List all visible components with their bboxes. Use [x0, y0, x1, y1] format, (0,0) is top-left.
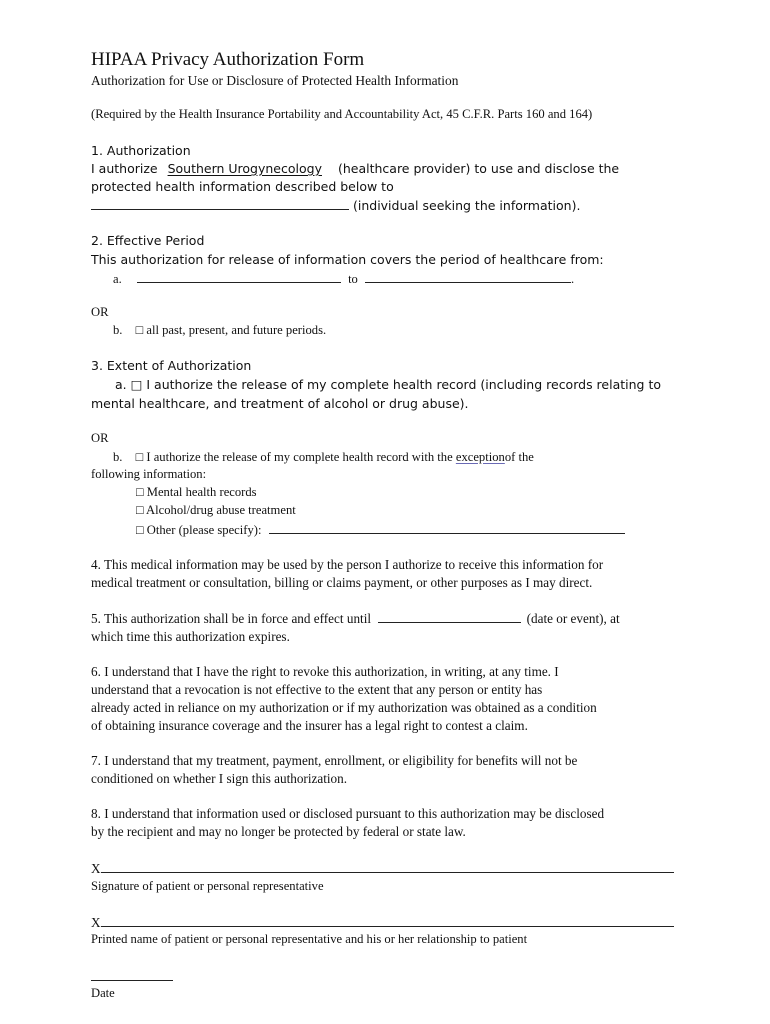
exception-word: exception	[455, 450, 505, 464]
signature-blank[interactable]	[101, 860, 674, 873]
signature-x-mark: X	[91, 861, 101, 876]
date-label: Date	[91, 986, 115, 1000]
period-end-mark: .	[571, 272, 575, 286]
section-1-heading: 1. Authorization	[91, 143, 191, 158]
section-5-line-1	[91, 610, 620, 627]
all-periods-checkbox[interactable]: □	[135, 323, 144, 337]
or-text-1: OR	[91, 305, 109, 319]
section-2-text: This authorization for release of information covers the period of healthcare from:	[91, 252, 604, 267]
section-1-line-3	[91, 197, 580, 213]
period-end-blank[interactable]	[365, 270, 571, 283]
healthcare-provider-name: Southern Urogynecology	[167, 161, 322, 176]
signature-label: Signature of patient or personal representative	[91, 879, 324, 893]
signature-row	[91, 860, 674, 877]
mental-health-option[interactable]: □ Mental health records	[136, 485, 257, 499]
section-8-line-2: by the recipient and may no longer be protected by federal or state law.	[91, 824, 466, 839]
section-5-line-2: which time this authorization expires.	[91, 629, 290, 644]
other-option-row	[136, 521, 625, 538]
section-6-line-3: already acted in reliance on my authorization or if my authorization was obtained as a condition	[91, 700, 597, 715]
section-6-line-2: understand that a revocation is not effective to the extent that any person or entity has	[91, 682, 543, 697]
form-subtitle: Authorization for Use or Disclosure of Protected Health Information	[91, 73, 459, 88]
form-title: HIPAA Privacy Authorization Form	[91, 49, 365, 70]
printed-name-label: Printed name of patient or personal representative and his or her relationship to patient	[91, 932, 528, 946]
section-2-heading: 2. Effective Period	[91, 233, 205, 248]
required-note: (Required by the Health Insurance Portability and Accountability Act, 45 C.F.R. Parts 160 and 164)	[91, 107, 593, 121]
extent-option-b-line-1	[113, 450, 534, 465]
or-text-2: OR	[91, 431, 109, 445]
extent-option-a-line-1[interactable]: a. □ I authorize the release of my complete health record (including records relating to	[115, 377, 661, 392]
expiration-text: 5. This authorization shall be in force and effect until	[91, 611, 372, 626]
expiration-text-end: (date or event), at	[526, 611, 620, 626]
section-4-line-1: 4. This medical information may be used by the person I authorize to receive this information for	[91, 557, 604, 572]
extent-option-b-line-2: following information:	[91, 467, 207, 481]
all-periods-text: all past, present, and future periods.	[146, 323, 327, 337]
option-a-label: a.	[113, 272, 122, 286]
authorize-text: I authorize	[91, 161, 158, 176]
printed-name-row	[91, 914, 674, 931]
section-7-line-2: conditioned on whether I sign this authorization.	[91, 771, 348, 786]
exception-text-end: of the	[504, 450, 534, 464]
section-6-line-4: of obtaining insurance coverage and the insurer has a legal right to contest a claim.	[91, 718, 528, 733]
section-3-heading: 3. Extent of Authorization	[91, 358, 252, 373]
option-b-label: b.	[113, 450, 123, 464]
section-4-line-2: medical treatment or consultation, billing or claims payment, or other purposes as I may direct.	[91, 575, 593, 590]
option-b-label: b.	[113, 323, 123, 337]
section-6-line-1: 6. I understand that I have the right to revoke this authorization, in writing, at any time. I	[91, 664, 559, 679]
period-row-b	[113, 323, 326, 338]
section-7-line-1: 7. I understand that my treatment, payment, enrollment, or eligibility for benefits will not be	[91, 753, 578, 768]
exception-text: I authorize the release of my complete health record with the	[146, 450, 453, 464]
alcohol-drug-option[interactable]: □ Alcohol/drug abuse treatment	[136, 503, 296, 517]
printed-name-blank[interactable]	[101, 914, 674, 927]
date-blank[interactable]	[91, 968, 173, 981]
expiration-blank[interactable]	[378, 610, 521, 623]
provider-role-text: (healthcare provider) to use and disclose the	[337, 161, 620, 176]
section-1-line-1	[91, 161, 619, 176]
recipient-blank[interactable]	[91, 197, 349, 210]
period-start-blank[interactable]	[137, 270, 341, 283]
date-row	[91, 968, 173, 985]
to-text: to	[348, 272, 358, 286]
other-option[interactable]: □ Other (please specify):	[136, 523, 262, 537]
exception-checkbox[interactable]: □	[135, 450, 144, 464]
period-row-a	[113, 270, 574, 287]
printed-name-x-mark: X	[91, 915, 101, 930]
extent-option-a-line-2: mental healthcare, and treatment of alcohol or drug abuse).	[91, 396, 469, 411]
section-1-line-2: protected health information described below to	[91, 179, 394, 194]
recipient-role-text: (individual seeking the information).	[352, 198, 581, 213]
section-8-line-1: 8. I understand that information used or disclosed pursuant to this authorization may be disclosed	[91, 806, 605, 821]
other-specify-blank[interactable]	[269, 521, 625, 534]
